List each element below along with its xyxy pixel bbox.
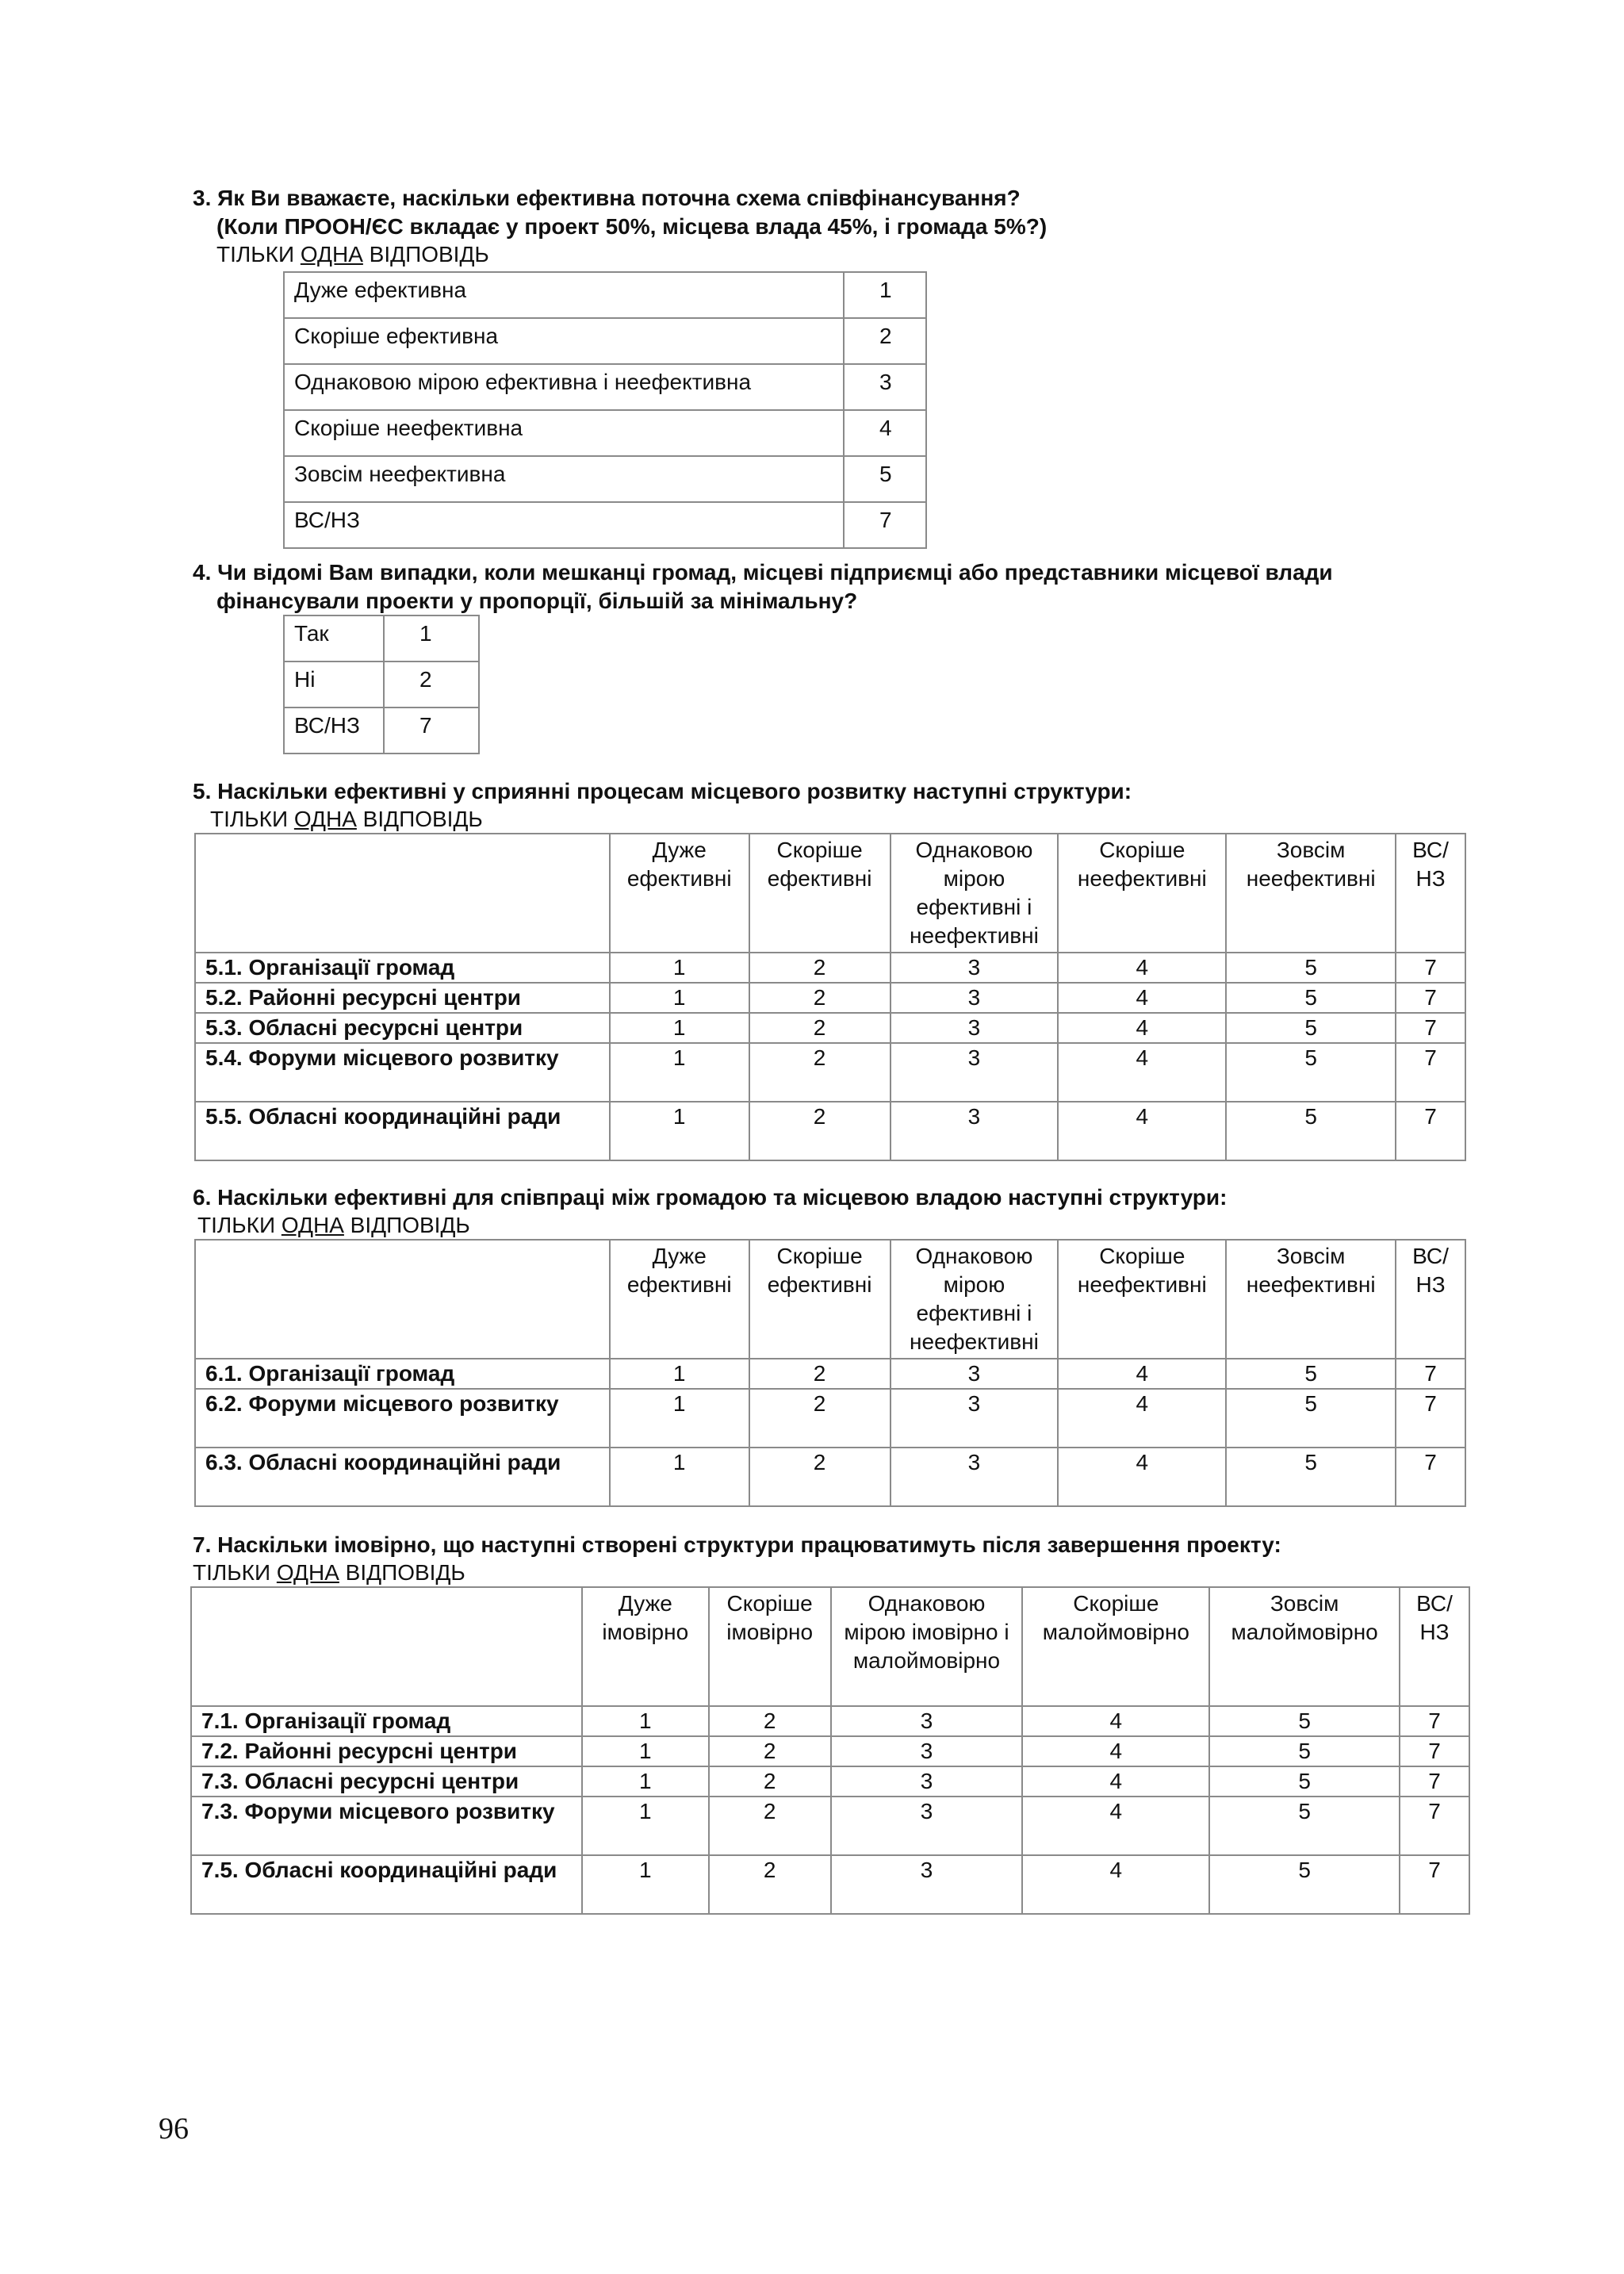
table-row: [195, 1389, 1465, 1448]
column-header: Однаковою мірою ефективні і неефективні: [891, 1240, 1059, 1359]
response-code-cell: 3: [831, 1706, 1023, 1736]
response-code-cell: 3: [891, 1448, 1059, 1506]
option-row: [284, 364, 926, 410]
table-row: [191, 1736, 1469, 1766]
response-code-cell: 1: [582, 1797, 709, 1855]
option-code: 7: [384, 708, 479, 754]
table-header: [191, 1587, 1469, 1706]
row-label: 5.2. Районні ресурсні центри: [195, 983, 610, 1013]
table-row: [191, 1706, 1469, 1736]
table-row: [191, 1766, 1469, 1797]
response-code-cell: 1: [610, 1359, 749, 1389]
option-code: 1: [384, 615, 479, 661]
option-code: 2: [384, 661, 479, 708]
response-code-cell: 5: [1226, 1448, 1396, 1506]
row-label: 7.5. Обласні координаційні ради: [191, 1855, 582, 1914]
response-code-cell: 2: [709, 1706, 831, 1736]
response-code-cell: 7: [1396, 1448, 1465, 1506]
row-label: 5.1. Організації громад: [195, 953, 610, 983]
option-row: [284, 410, 926, 456]
table-header: [195, 1240, 1465, 1359]
row-label: 6.3. Обласні координаційні ради: [195, 1448, 610, 1506]
header-blank-cell: [195, 834, 610, 953]
response-code-cell: 5: [1226, 1389, 1396, 1448]
question-6-matrix-table: [194, 1239, 1466, 1507]
response-code-cell: 4: [1022, 1766, 1209, 1797]
option-label: Скоріше ефективна: [284, 318, 844, 364]
response-code-cell: 5: [1209, 1706, 1400, 1736]
option-label: ВС/НЗ: [284, 502, 844, 548]
row-label: 5.3. Обласні ресурсні центри: [195, 1013, 610, 1043]
option-row: [284, 272, 926, 318]
response-code-cell: 3: [891, 983, 1059, 1013]
response-code-cell: 2: [749, 953, 891, 983]
response-code-cell: 5: [1226, 1359, 1396, 1389]
response-code-cell: 1: [610, 953, 749, 983]
option-label: Зовсім неефективна: [284, 456, 844, 502]
option-code: 3: [844, 364, 926, 410]
response-code-cell: 1: [610, 1013, 749, 1043]
table-header: [195, 834, 1465, 953]
question-4-title: 4. Чи відомі Вам випадки, коли мешканці громад, місцеві підприємці або представники місцевої влади: [193, 560, 1333, 585]
column-header: Скоріше імовірно: [709, 1587, 831, 1706]
table-row: [195, 1013, 1465, 1043]
instruction-text: ТІЛЬКИ: [193, 1560, 277, 1585]
response-code-cell: 4: [1058, 983, 1226, 1013]
row-label: 7.3. Форуми місцевого розвитку: [191, 1797, 582, 1855]
option-label: Ні: [284, 661, 384, 708]
response-code-cell: 3: [891, 1043, 1059, 1102]
question-7: [193, 1531, 1281, 1586]
question-5-instruction: [193, 806, 1132, 833]
table-row: [191, 1797, 1469, 1855]
response-code-cell: 4: [1058, 1013, 1226, 1043]
response-code-cell: 7: [1396, 1013, 1465, 1043]
page-number: 96: [159, 2112, 189, 2146]
response-code-cell: 1: [582, 1736, 709, 1766]
question-3-title: 3. Як Ви вважаєте, наскільки ефективна поточна схема співфінансування?: [193, 186, 1021, 210]
table-row: [191, 1855, 1469, 1914]
response-code-cell: 2: [749, 1389, 891, 1448]
instruction-text: ТІЛЬКИ: [197, 1213, 282, 1237]
table-row: [195, 1043, 1465, 1102]
response-code-cell: 7: [1396, 1389, 1465, 1448]
response-code-cell: 4: [1058, 1448, 1226, 1506]
response-code-cell: 3: [831, 1797, 1023, 1855]
question-3-subtitle: (Коли ПРООН/ЄС вкладає у проект 50%, місцева влада 45%, і громада 5%?): [216, 214, 1048, 239]
column-header: ВС/ НЗ: [1396, 1240, 1465, 1359]
response-code-cell: 3: [831, 1855, 1023, 1914]
column-header: Скоріше неефективні: [1058, 1240, 1226, 1359]
option-label: Скоріше неефективна: [284, 410, 844, 456]
response-code-cell: 2: [709, 1766, 831, 1797]
row-label: 7.3. Обласні ресурсні центри: [191, 1766, 582, 1797]
question-4: [193, 558, 1333, 615]
response-code-cell: 4: [1058, 1359, 1226, 1389]
response-code-cell: 7: [1396, 953, 1465, 983]
column-header: Дуже ефективні: [610, 834, 749, 953]
row-label: 7.2. Районні ресурсні центри: [191, 1736, 582, 1766]
response-code-cell: 2: [709, 1855, 831, 1914]
response-code-cell: 2: [709, 1736, 831, 1766]
column-header: Зовсім неефективні: [1226, 1240, 1396, 1359]
header-blank-cell: [191, 1587, 582, 1706]
row-label: 5.5. Обласні координаційні ради: [195, 1102, 610, 1160]
response-code-cell: 7: [1400, 1797, 1469, 1855]
table-body: [195, 1359, 1465, 1506]
response-code-cell: 1: [582, 1855, 709, 1914]
response-code-cell: 5: [1226, 953, 1396, 983]
response-code-cell: 5: [1226, 1013, 1396, 1043]
response-code-cell: 5: [1209, 1736, 1400, 1766]
option-label: ВС/НЗ: [284, 708, 384, 754]
row-label: 7.1. Організації громад: [191, 1706, 582, 1736]
question-7-title: 7. Наскільки імовірно, що наступні створені структури працюватимуть після завершення проекту:: [193, 1532, 1281, 1557]
response-code-cell: 7: [1400, 1706, 1469, 1736]
response-code-cell: 3: [891, 1389, 1059, 1448]
response-code-cell: 4: [1058, 1389, 1226, 1448]
instruction-underlined: ОДНА: [293, 807, 357, 831]
header-row: [195, 1240, 1465, 1359]
option-row: [284, 708, 479, 754]
response-code-cell: 2: [749, 1043, 891, 1102]
table-body: [195, 953, 1465, 1160]
response-code-cell: 1: [610, 1448, 749, 1506]
response-code-cell: 2: [749, 1359, 891, 1389]
column-header: Дуже ефективні: [610, 1240, 749, 1359]
column-header: ВС/ НЗ: [1396, 834, 1465, 953]
option-row: [284, 318, 926, 364]
column-header: Скоріше неефективні: [1058, 834, 1226, 953]
question-3-options-table: [283, 271, 927, 549]
column-header: Однаковою мірою ефективні і неефективні: [891, 834, 1059, 953]
response-code-cell: 1: [610, 1043, 749, 1102]
option-code: 7: [844, 502, 926, 548]
question-7-matrix-table: [190, 1586, 1470, 1915]
response-code-cell: 2: [749, 1448, 891, 1506]
response-code-cell: 1: [582, 1706, 709, 1736]
column-header: Однаковою мірою імовірно і малоймовірно: [831, 1587, 1023, 1706]
response-code-cell: 3: [891, 1359, 1059, 1389]
option-code: 5: [844, 456, 926, 502]
column-header: ВС/ НЗ: [1400, 1587, 1469, 1706]
response-code-cell: 2: [709, 1797, 831, 1855]
column-header: Скоріше ефективні: [749, 1240, 891, 1359]
response-code-cell: 1: [610, 983, 749, 1013]
response-code-cell: 5: [1209, 1766, 1400, 1797]
response-code-cell: 3: [831, 1736, 1023, 1766]
row-label: 6.2. Форуми місцевого розвитку: [195, 1389, 610, 1448]
response-code-cell: 5: [1226, 1102, 1396, 1160]
question-6: [193, 1183, 1227, 1239]
response-code-cell: 4: [1022, 1736, 1209, 1766]
option-row: [284, 502, 926, 548]
instruction-underlined: ОДНА: [276, 1560, 339, 1585]
response-code-cell: 4: [1022, 1797, 1209, 1855]
response-code-cell: 7: [1400, 1736, 1469, 1766]
question-5-title: 5. Наскільки ефективні у сприянні процесам місцевого розвитку наступні структури:: [193, 779, 1132, 803]
response-code-cell: 4: [1058, 1043, 1226, 1102]
option-code: 2: [844, 318, 926, 364]
response-code-cell: 7: [1396, 1043, 1465, 1102]
column-header: Зовсім неефективні: [1226, 834, 1396, 953]
column-header: Дуже імовірно: [582, 1587, 709, 1706]
table-row: [195, 953, 1465, 983]
option-code: 1: [844, 272, 926, 318]
instruction-text: ВІДПОВІДЬ: [356, 807, 483, 831]
instruction-underlined: ОДНА: [300, 242, 363, 267]
instruction-text: ТІЛЬКИ: [210, 807, 294, 831]
table-row: [195, 1359, 1465, 1389]
table-body: [191, 1706, 1469, 1914]
column-header: Скоріше ефективні: [749, 834, 891, 953]
row-label: 6.1. Організації громад: [195, 1359, 610, 1389]
header-blank-cell: [195, 1240, 610, 1359]
question-5-matrix-table: [194, 833, 1466, 1161]
question-6-title: 6. Наскільки ефективні для співпраці між громадою та місцевою владою наступні структури:: [193, 1185, 1228, 1210]
option-label: Так: [284, 615, 384, 661]
response-code-cell: 1: [610, 1389, 749, 1448]
response-code-cell: 3: [831, 1766, 1023, 1797]
question-4-title-continued: фінансували проекти у пропорції, більшій за мінімальну?: [216, 589, 858, 613]
response-code-cell: 2: [749, 1102, 891, 1160]
question-4-options-table: [283, 615, 480, 754]
header-row: [195, 834, 1465, 953]
response-code-cell: 4: [1022, 1855, 1209, 1914]
table-row: [195, 983, 1465, 1013]
header-row: [191, 1587, 1469, 1706]
option-row: [284, 661, 479, 708]
response-code-cell: 2: [749, 1013, 891, 1043]
instruction-text: ВІДПОВІДЬ: [362, 242, 489, 267]
instruction-text: ВІДПОВІДЬ: [343, 1213, 470, 1237]
response-code-cell: 4: [1058, 1102, 1226, 1160]
table-row: [195, 1102, 1465, 1160]
question-3-instruction: [193, 241, 1047, 268]
response-code-cell: 7: [1400, 1855, 1469, 1914]
option-label: Дуже ефективна: [284, 272, 844, 318]
question-7-instruction: [193, 1559, 1281, 1586]
response-code-cell: 2: [749, 983, 891, 1013]
option-row: [284, 615, 479, 661]
row-label: 5.4. Форуми місцевого розвитку: [195, 1043, 610, 1102]
column-header: Зовсім малоймовірно: [1209, 1587, 1400, 1706]
column-header: Скоріше малоймовірно: [1022, 1587, 1209, 1706]
option-row: [284, 456, 926, 502]
response-code-cell: 7: [1396, 1359, 1465, 1389]
instruction-text: ВІДПОВІДЬ: [339, 1560, 465, 1585]
response-code-cell: 5: [1226, 1043, 1396, 1102]
response-code-cell: 1: [582, 1766, 709, 1797]
response-code-cell: 5: [1209, 1797, 1400, 1855]
response-code-cell: 7: [1396, 1102, 1465, 1160]
question-5: [193, 777, 1132, 833]
response-code-cell: 4: [1058, 953, 1226, 983]
table-row: [195, 1448, 1465, 1506]
response-code-cell: 5: [1209, 1855, 1400, 1914]
option-code: 4: [844, 410, 926, 456]
response-code-cell: 3: [891, 1102, 1059, 1160]
instruction-text: ТІЛЬКИ: [216, 242, 301, 267]
response-code-cell: 7: [1400, 1766, 1469, 1797]
response-code-cell: 5: [1226, 983, 1396, 1013]
option-label: Однаковою мірою ефективна і неефективна: [284, 364, 844, 410]
response-code-cell: 4: [1022, 1706, 1209, 1736]
instruction-underlined: ОДНА: [281, 1213, 344, 1237]
response-code-cell: 3: [891, 953, 1059, 983]
response-code-cell: 7: [1396, 983, 1465, 1013]
question-6-instruction: [193, 1212, 1227, 1239]
response-code-cell: 3: [891, 1013, 1059, 1043]
question-3: [193, 184, 1047, 268]
response-code-cell: 1: [610, 1102, 749, 1160]
